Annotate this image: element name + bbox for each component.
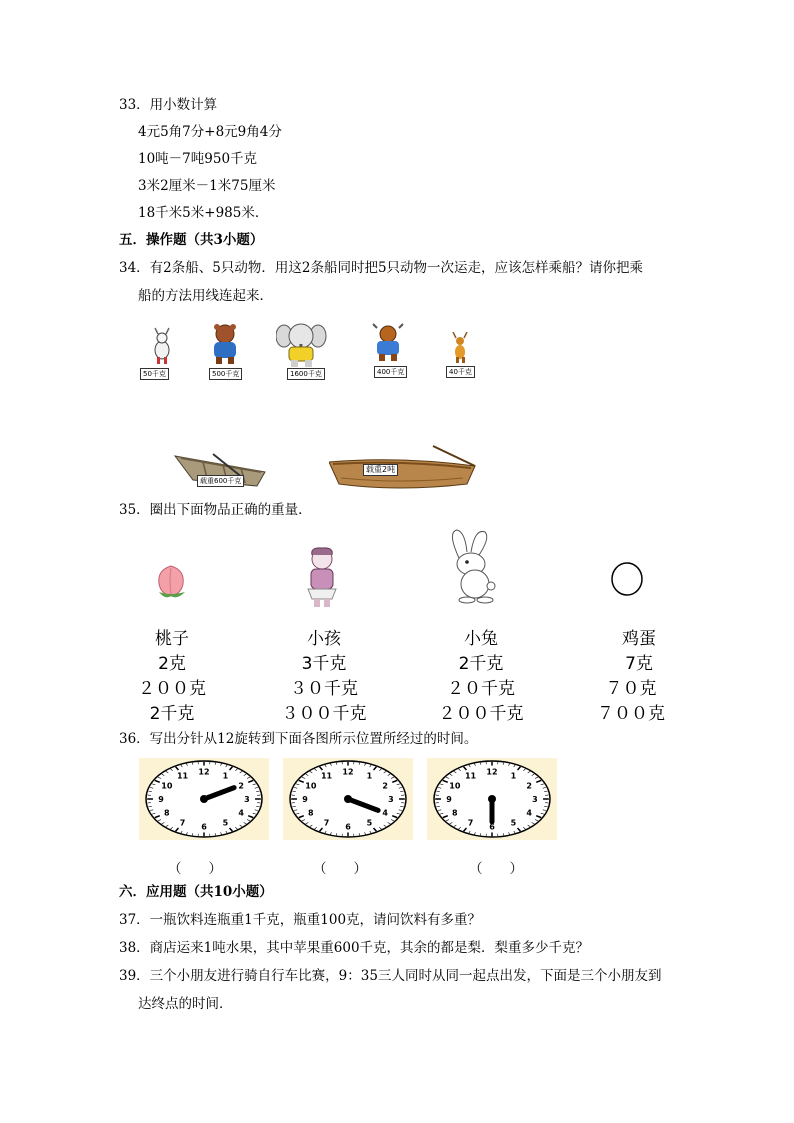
clock-number: 8	[164, 808, 170, 818]
small-boat-icon	[173, 450, 269, 494]
clock-face	[283, 758, 413, 840]
clock-number: 1	[222, 771, 229, 781]
weight-option[interactable]: ７０克	[605, 679, 657, 699]
elephant-icon	[276, 320, 330, 372]
item-name: 桃子	[155, 629, 189, 649]
weight-option[interactable]: ２００千克	[438, 704, 524, 724]
q33-title: 33．用小数计算	[119, 97, 218, 113]
clock-number: 3	[532, 795, 538, 804]
clock-face	[139, 758, 269, 840]
weight-option[interactable]: ７００克	[597, 704, 665, 724]
clock-number: 10	[161, 781, 173, 791]
clock-number: 8	[308, 808, 314, 818]
clock-number: 5	[510, 818, 517, 828]
clock-number: 12	[342, 767, 354, 777]
weight-option[interactable]: 3千克	[301, 654, 347, 674]
boat-capacity-label: 载重600千克	[197, 475, 244, 487]
answer-blank[interactable]: （ ）	[313, 861, 367, 877]
section-5-heading: 五．操作题（共3小题）	[119, 232, 264, 248]
animal-weight-label: 1600千克	[287, 368, 325, 380]
clock-number: 2	[382, 781, 388, 791]
goat-icon	[148, 326, 176, 370]
animal-weight-label: 400千克	[374, 366, 407, 378]
clock-number: 9	[158, 795, 164, 804]
clock-number: 4	[526, 808, 532, 818]
section-6-heading: 六．应用题（共10小题）	[119, 884, 273, 900]
boat-capacity-label: 载重2吨	[363, 464, 398, 476]
clock-number: 11	[464, 771, 477, 781]
clock-number: 5	[222, 818, 229, 828]
weight-option[interactable]: ２０千克	[447, 679, 515, 699]
clock-number: 6	[489, 822, 495, 832]
animal-weight-label: 50千克	[140, 368, 169, 380]
clock-number: 2	[238, 781, 244, 791]
clock-number: 4	[238, 808, 244, 818]
q37-text: 37．一瓶饮料连瓶重1千克，瓶重100克，请问饮料有多重？	[119, 912, 482, 928]
weight-option[interactable]: ３０千克	[290, 679, 358, 699]
q33-line-3: 3米2厘米－1米75厘米	[138, 178, 276, 194]
item-name: 小孩	[307, 629, 341, 649]
ox-icon	[371, 322, 405, 366]
clock-number: 4	[382, 808, 388, 818]
clock-number: 5	[366, 818, 373, 828]
clock-number: 1	[510, 771, 517, 781]
clock-number: 9	[446, 795, 452, 804]
clock-center	[200, 795, 208, 803]
clock-center	[488, 795, 496, 803]
item-name: 鸡蛋	[622, 629, 656, 649]
q34-line-2: 船的方法用线连起来．	[138, 288, 273, 304]
clock-number: 7	[467, 818, 474, 828]
bear-icon	[205, 322, 245, 370]
animal-weight-label: 40千克	[446, 366, 475, 378]
q36-title: 36．写出分针从12旋转到下面各图所示位置所经过的时间。	[119, 731, 478, 747]
animal-weight-label: 500千克	[209, 368, 242, 380]
deer-icon	[449, 332, 471, 368]
clock-number: 6	[201, 822, 207, 832]
egg-icon	[609, 561, 645, 601]
q38-text: 38．商店运来1吨水果，其中苹果重600千克，其余的都是梨．梨重多少千克？	[119, 940, 590, 956]
clock-number: 7	[323, 818, 330, 828]
clock-number: 10	[305, 781, 317, 791]
answer-blank[interactable]: （ ）	[469, 861, 523, 877]
peach-icon	[153, 560, 189, 606]
weight-option[interactable]: 7克	[625, 654, 653, 674]
clock-face	[427, 758, 557, 840]
large-boat-icon	[329, 444, 479, 496]
clock-number: 3	[388, 795, 394, 804]
weight-option[interactable]: 2克	[158, 654, 186, 674]
clock-number: 7	[179, 818, 186, 828]
clock-number: 11	[176, 771, 189, 781]
clock-number: 3	[244, 795, 250, 804]
rabbit-icon	[447, 528, 503, 608]
q35-title: 35．圈出下面物品正确的重量．	[119, 502, 312, 518]
clock-number: 10	[449, 781, 461, 791]
clock-number: 9	[302, 795, 308, 804]
weight-option[interactable]: 2千克	[458, 654, 504, 674]
clock-number: 6	[345, 822, 351, 832]
q39-line-1: 39．三个小朋友进行骑自行车比赛，9：35三人同时从同一起点出发，下面是三个小朋友到	[119, 968, 662, 984]
child-icon	[300, 545, 344, 613]
q34-line-1: 34．有2条船、5只动物．用这2条船同时把5只动物一次运走，应该怎样乘船？请你把乘	[119, 260, 644, 276]
weight-option[interactable]: ３００千克	[281, 704, 367, 724]
clock-number: 12	[198, 767, 210, 777]
weight-option[interactable]: ２００克	[138, 679, 206, 699]
clock-center	[344, 795, 352, 803]
item-name: 小兔	[464, 629, 498, 649]
clock-number: 11	[320, 771, 333, 781]
q33-line-1: 4元5角7分+8元9角4分	[138, 124, 282, 140]
answer-blank[interactable]: （ ）	[168, 861, 222, 877]
clock-number: 2	[526, 781, 532, 791]
q33-line-4: 18千米5米+985米．	[138, 205, 269, 221]
weight-option[interactable]: 2千克	[149, 704, 195, 724]
clock-number: 12	[486, 767, 498, 777]
q33-line-2: 10吨－7吨950千克	[138, 151, 258, 167]
clock-number: 8	[452, 808, 458, 818]
clock-number: 1	[366, 771, 373, 781]
q39-line-2: 达终点的时间．	[138, 996, 233, 1012]
